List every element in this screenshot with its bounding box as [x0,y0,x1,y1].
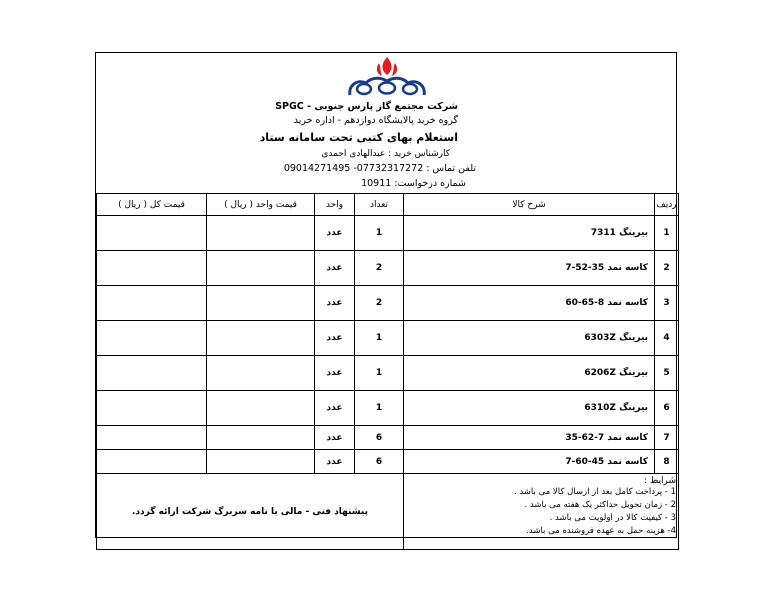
total-price-cell[interactable] [97,356,207,391]
table-row [97,450,679,474]
item-quantity: 1 [355,216,404,251]
item-quantity: 6 [355,450,404,474]
table-row [97,251,679,286]
row-number: 8 [655,450,679,474]
item-description: کاسه نمد 45-60-7 [404,450,655,474]
item-description: کاسه نمد 8-65-60 [404,286,655,321]
row-number: 6 [655,391,679,426]
table-row [97,286,679,321]
item-description: بیرینگ 6303Z [404,321,655,356]
unit-price-cell[interactable] [207,251,315,286]
total-price-cell[interactable] [97,321,207,356]
form-header [96,53,676,194]
item-unit: عدد [315,356,355,391]
item-quantity: 2 [355,286,404,321]
spgc-logo-icon [344,55,430,99]
item-description: بیرینگ 6310Z [404,391,655,426]
condition-item: 2 - زمان تحویل حداکثر یک هفته می باشد . [524,500,676,510]
item-unit: عدد [315,321,355,356]
item-quantity: 2 [355,251,404,286]
table-row [97,216,679,251]
table-row [97,426,679,450]
row-number: 5 [655,356,679,391]
item-quantity: 1 [355,356,404,391]
row-number: 1 [655,216,679,251]
total-price-cell[interactable] [97,391,207,426]
item-quantity: 6 [355,426,404,450]
proposal-note: پیشنهاد فنی - مالی با نامه سربرگ شرکت ارائه گردد. [97,474,404,550]
item-description: بیرینگ 7311 [404,216,655,251]
total-price-cell[interactable] [97,251,207,286]
items-table [96,193,679,550]
row-number: 4 [655,321,679,356]
row-number: 7 [655,426,679,450]
col-header-row-no: ردیف [655,194,679,216]
total-price-cell[interactable] [97,216,207,251]
col-header-unit-price: قیمت واحد ( ریال ) [207,194,315,216]
footer-row [97,474,679,550]
unit-price-cell[interactable] [207,286,315,321]
item-unit: عدد [315,251,355,286]
condition-item: 1 - پرداخت کامل بعد از ارسال کالا می باشد . [513,487,676,497]
col-header-total-price: قیمت کل ( ریال ) [97,194,207,216]
total-price-cell[interactable] [97,450,207,474]
total-price-cell[interactable] [97,286,207,321]
unit-price-cell[interactable] [207,391,315,426]
condition-item: 4- هزینه حمل به عهده فروشنده می باشد. [526,526,676,536]
col-header-quantity: تعداد [355,194,404,216]
buyer-name: کارشناس خرید : عبدالهادی احمدی [321,149,450,159]
request-number: شماره درخواست: 10911 [361,178,466,189]
contact-phone: تلفن تماس : 07732317272- 09014271495 [283,163,476,174]
item-unit: عدد [315,450,355,474]
conditions-title: شرایط : [644,476,676,486]
conditions-box [404,474,679,550]
item-description: بیرینگ 6206Z [404,356,655,391]
unit-price-cell[interactable] [207,321,315,356]
inquiry-form [95,52,677,538]
unit-price-cell[interactable] [207,426,315,450]
unit-price-cell[interactable] [207,216,315,251]
row-number: 2 [655,251,679,286]
item-unit: عدد [315,216,355,251]
form-title: استعلام بهای کتبی تحت سامانه ستاد [259,131,458,144]
item-unit: عدد [315,286,355,321]
table-row [97,356,679,391]
unit-price-cell[interactable] [207,450,315,474]
item-description: کاسه نمد 35-52-7 [404,251,655,286]
purchase-group: گروه خرید پالایشگاه دوازدهم - اداره خرید [293,115,458,126]
item-unit: عدد [315,426,355,450]
table-row [97,321,679,356]
unit-price-cell[interactable] [207,356,315,391]
row-number: 3 [655,286,679,321]
item-description: کاسه نمد 7-62-35 [404,426,655,450]
table-row [97,391,679,426]
table-header-row [97,194,679,216]
col-header-description: شرح کالا [404,194,655,216]
item-quantity: 1 [355,391,404,426]
item-quantity: 1 [355,321,404,356]
item-unit: عدد [315,391,355,426]
col-header-unit: واحد [315,194,355,216]
company-name: شرکت مجتمع گاز پارس جنوبی - SPGC [275,101,458,112]
condition-item: 3 - کیفیت کالا در اولویت می باشد . [549,513,676,523]
total-price-cell[interactable] [97,426,207,450]
